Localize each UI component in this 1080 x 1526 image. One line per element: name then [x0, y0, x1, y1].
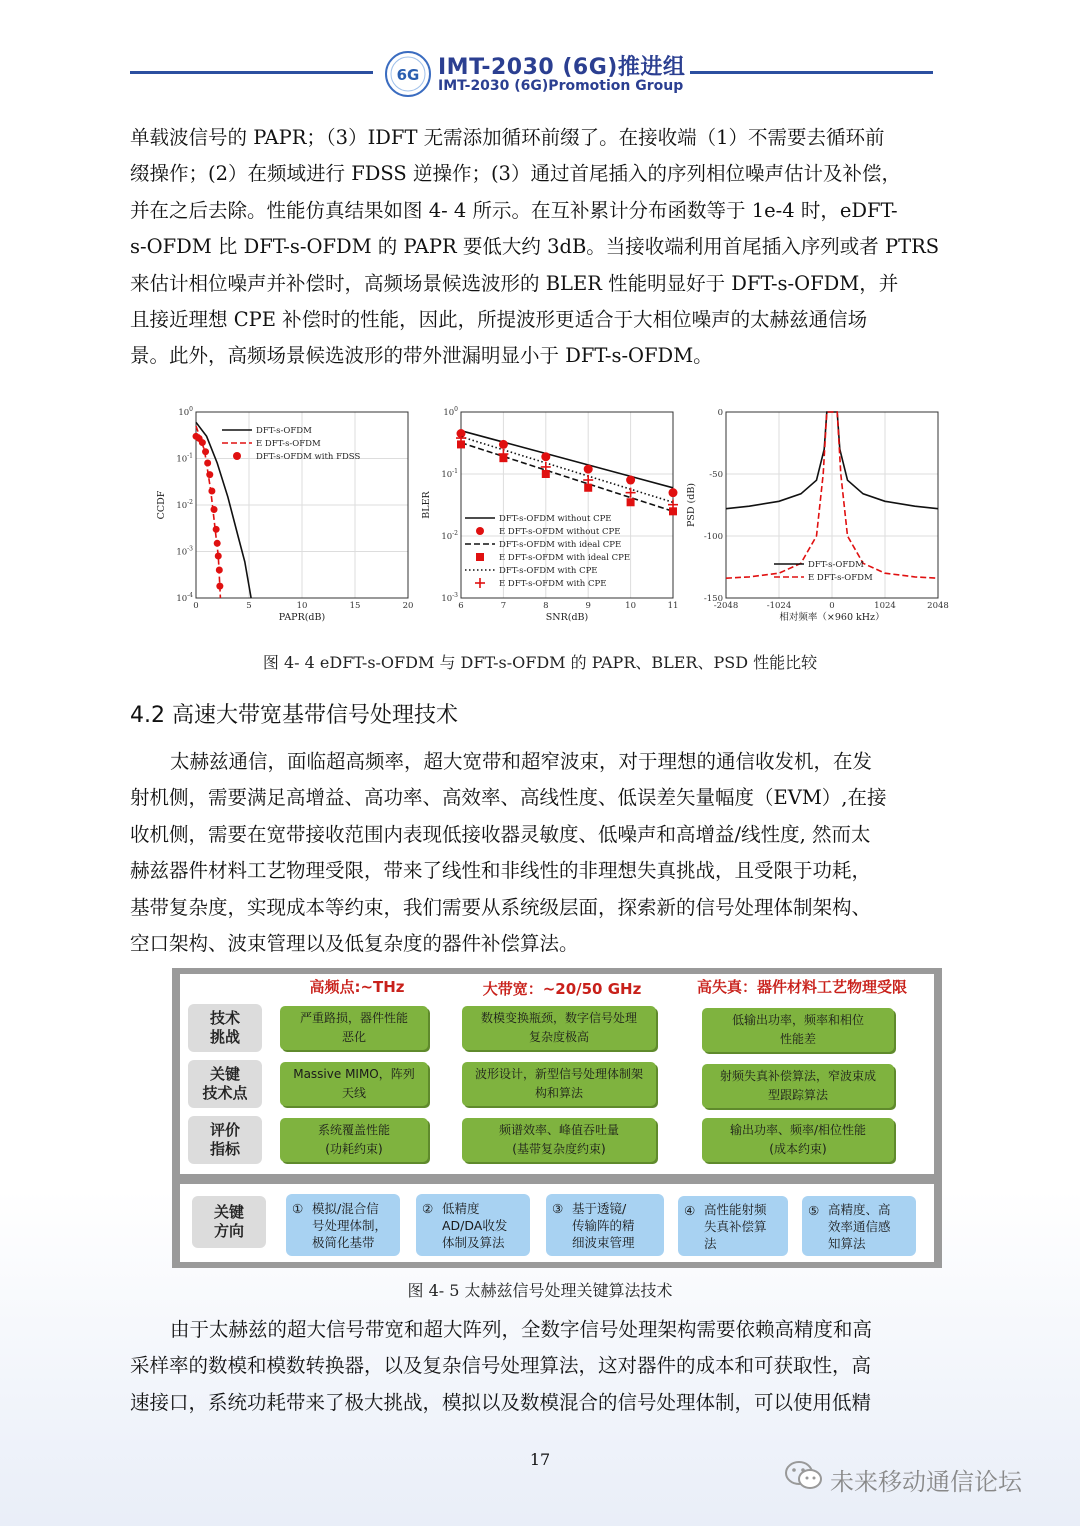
direction-text: 高性能射频 失真补偿算 法: [704, 1201, 767, 1251]
legend-label: E DFT-s-OFDM with CPE: [499, 579, 607, 589]
y-tick-exponent: -3: [452, 592, 458, 599]
column-head-high-frequency: 高频点:~THz: [309, 978, 405, 996]
paragraph-line: 采样率的数模和模数转换器，以及复杂信号处理算法，这对器件的成本和可获取性，高: [130, 1354, 872, 1378]
y-tick-label: $10^{-4}$: [176, 592, 193, 604]
paragraph-line: 由于太赫兹的超大信号带宽和超大阵列，全数字信号处理架构需要依赖高精度和高: [170, 1318, 873, 1341]
y-tick-exponent: -1: [452, 468, 458, 475]
legend-label: E DFT-s-OFDM with ideal CPE: [499, 553, 631, 563]
series-line: [461, 437, 673, 503]
legend-swatch: [476, 553, 484, 561]
data-point: [541, 452, 550, 461]
y-tick-label: -100: [703, 532, 723, 542]
x-axis-label: PAPR(dB): [278, 612, 326, 623]
direction-num: ①: [292, 1201, 304, 1216]
row-label-evaluation: 评价 指标: [188, 1116, 262, 1164]
x-tick-label: 5: [246, 601, 252, 611]
legend-label: E DFT-s-OFDM: [256, 439, 321, 449]
header-rule-right: [690, 71, 933, 74]
paragraph-line: 并在之后去除。性能仿真结果如图 4- 4 所示。在互补累计分布函数等于 1e-4 时，eDFT-: [130, 198, 898, 222]
direction-num: ③: [552, 1201, 564, 1216]
direction-num: ④: [684, 1203, 696, 1218]
legend-label: DFT-s-OFDM: [256, 426, 312, 436]
y-tick-label: $10^{-1}$: [441, 468, 458, 480]
paragraph-line: 速接口，系统功耗带来了极大挑战，模拟以及数模混合的信号处理体制，可以使用低精: [130, 1390, 872, 1414]
figure-4-5: [172, 968, 942, 1268]
paragraph-line: 太赫兹通信，面临超高频率，超大宽带和超窄波束，对于理想的通信收发机，在发: [170, 750, 873, 773]
x-tick-label: 11: [667, 601, 679, 611]
y-tick-exponent: -4: [187, 592, 193, 599]
legend-label: DFT-s-OFDM without CPE: [499, 514, 612, 524]
data-point: [626, 476, 635, 485]
column-head-bandwidth: 大带宽：~20/50 GHz: [482, 980, 642, 998]
x-tick-label: 7: [500, 601, 507, 611]
x-tick-label: 10: [296, 601, 308, 611]
header-rule-left: [130, 71, 373, 74]
data-point: [208, 488, 215, 495]
paragraph-2: [130, 744, 952, 962]
x-tick-label: 20: [402, 601, 414, 611]
row-label-key-tech: 关键 技术点: [188, 1060, 262, 1108]
x-tick-label: 1024: [874, 601, 896, 611]
data-point: [211, 506, 218, 513]
legend-label: E DFT-s-OFDM: [808, 573, 873, 583]
y-tick-label: $10^0$: [443, 406, 458, 418]
direction-text: 模拟/混合信 号处理体制， 极简化基带: [312, 1200, 388, 1250]
data-point: [214, 540, 221, 547]
figure-4-4-caption: 图 4- 4 eDFT-s-OFDM 与 DFT-s-OFDM 的 PAPR、BLER、PSD 性能比较: [262, 653, 818, 672]
x-tick-label: -2048: [713, 601, 739, 611]
y-tick-exponent: 0: [189, 406, 193, 413]
paragraph-line: 来估计相位噪声并补偿时，高频场景候选波形的 BLER 性能明显好于 DFT-s-OFDM，并: [130, 271, 899, 295]
direction-4: [678, 1196, 788, 1256]
x-tick-label: 0: [829, 601, 835, 611]
cell-eval-distortion: 输出功率、频率/相位性能 (成本约束): [702, 1118, 894, 1162]
paragraph-line: 单载波信号的 PAPR；（3）IDFT 无需添加循环前缀了。在接收端（1）不需要去循环前: [130, 126, 885, 149]
direction-text: 低精度 AD/DA收发 体制及算法: [442, 1200, 508, 1250]
data-point: [215, 553, 222, 560]
chart-psd: [680, 400, 949, 630]
y-tick-label: -150: [703, 594, 723, 604]
paragraph-line: 基带复杂度，实现成本等约束，我们需要从系统级层面，探索新的信号处理体制架构、: [130, 895, 872, 919]
paragraph-1: [130, 120, 952, 375]
y-axis-label: BLER: [421, 491, 432, 519]
header-subtitle: IMT-2030 (6G)Promotion Group: [438, 78, 684, 94]
header-title: IMT-2030 (6G)推进组: [438, 55, 686, 80]
direction-text: 高精度、高 效率通信感 知算法: [828, 1201, 891, 1251]
paragraph-line: 且接近理想 CPE 补偿时的性能，因此，所提波形更适合于大相位噪声的太赫兹通信场: [130, 308, 868, 332]
data-point: [206, 471, 213, 478]
y-axis-label: PSD (dB): [686, 482, 697, 528]
row-label-direction: 关键 方向: [192, 1196, 266, 1248]
y-tick-label: $10^{-3}$: [176, 545, 193, 558]
x-tick-label: 10: [625, 601, 637, 611]
y-axis-label: CCDF: [156, 490, 167, 520]
section-heading: 4.2 高速大带宽基带信号处理技术: [130, 703, 458, 728]
watermark-text: 未来移动通信论坛: [830, 1468, 1022, 1496]
cell-challenge-frequency: 严重路损，器件性能 恶化: [280, 1006, 428, 1050]
logo-text: 6G: [396, 66, 420, 84]
data-point: [499, 440, 508, 449]
imt-2030-logo-icon: [384, 50, 432, 98]
data-point: [199, 439, 206, 446]
y-tick-label: $10^{-2}$: [176, 499, 193, 511]
data-point: [627, 498, 635, 506]
y-tick-exponent: -3: [187, 545, 193, 553]
x-tick-label: 15: [349, 601, 361, 611]
legend-label: E DFT-s-OFDM without CPE: [499, 527, 621, 537]
cell-keytech-distortion: 射频失真补偿算法，窄波束成 型跟踪算法: [702, 1064, 894, 1108]
direction-text: 基于透镜/ 传输阵的精 细波束管理: [572, 1200, 635, 1250]
y-tick-label: -50: [709, 470, 723, 480]
cell-eval-frequency: 系统覆盖性能 (功耗约束): [280, 1118, 428, 1162]
x-tick-label: -1024: [766, 601, 792, 611]
direction-5: [802, 1196, 916, 1256]
column-head-distortion: 高失真：器件材料工艺物理受限: [696, 978, 907, 996]
y-tick-label: $10^{-2}$: [441, 530, 458, 542]
wechat-icon: [784, 1458, 824, 1494]
x-tick-label: 9: [585, 601, 591, 611]
x-tick-label: 0: [193, 601, 199, 611]
direction-3: [546, 1194, 664, 1256]
data-point: [216, 567, 223, 574]
y-tick-exponent: -1: [187, 452, 193, 460]
paragraph-line: 射机侧，需要满足高增益、高功率、高效率、高线性度、低误差矢量幅度（EVM）,在接: [130, 786, 887, 810]
paragraph-line: 缀操作；(2）在频域进行 FDSS 逆操作；(3）通过首尾插入的序列相位噪声估计及补偿，: [130, 162, 901, 186]
legend-label: DFT-s-OFDM: [808, 560, 864, 570]
y-tick-label: $10^{-1}$: [176, 452, 193, 465]
page-number: 17: [529, 1450, 551, 1469]
direction-1: [286, 1194, 400, 1256]
row-label-challenge: 技术 挑战: [188, 1004, 262, 1052]
cell-challenge-distortion: 低输出功率，频率和相位 性能差: [702, 1008, 894, 1052]
y-tick-exponent: -2: [187, 499, 193, 506]
y-tick-exponent: -2: [452, 530, 458, 537]
x-tick-label: 2048: [927, 601, 949, 611]
legend-swatch: [476, 527, 484, 535]
paragraph-line: 收机侧，需要在宽带接收范围内表现低接收器灵敏度、低噪声和高增益/线性度, 然而太: [130, 822, 871, 846]
data-point: [216, 583, 223, 590]
x-axis-label: SNR(dB): [545, 612, 589, 623]
legend-label: DFT-s-OFDM with ideal CPE: [499, 540, 622, 550]
chart-ccdf: [150, 400, 415, 630]
paragraph-3: [130, 1312, 952, 1421]
cell-eval-bandwidth: 频谱效率、峰值吞吐量 (基带复杂度约束): [462, 1118, 656, 1162]
y-tick-exponent: 0: [454, 406, 458, 413]
data-point: [204, 460, 211, 467]
direction-2: [416, 1194, 530, 1256]
paragraph-line: s-OFDM 比 DFT-s-OFDM 的 PAPR 要低大约 3dB。当接收端利用首尾插入序列或者 PTRS: [130, 235, 940, 259]
figure-4-5-caption: 图 4- 5 太赫兹信号处理关键算法技术: [407, 1281, 673, 1300]
data-point: [202, 448, 209, 455]
legend-label: DFT-s-OFDM with FDSS: [256, 452, 361, 462]
y-tick-label: $10^0$: [178, 406, 193, 418]
cell-keytech-bandwidth: 波形设计，新型信号处理体制架 构和算法: [462, 1062, 656, 1106]
y-tick-label: $10^{-3}$: [441, 592, 458, 604]
cell-challenge-bandwidth: 数模变换瓶颈，数字信号处理 复杂度极高: [462, 1006, 656, 1050]
y-tick-label: 0: [717, 408, 723, 418]
cell-keytech-frequency: Massive MIMO，阵列 天线: [280, 1062, 428, 1106]
data-point: [584, 465, 593, 474]
data-point: [669, 488, 678, 497]
x-axis-label: 相对频率（×960 kHz）: [779, 612, 885, 623]
paragraph-line: 赫兹器件材料工艺物理受限，带来了线性和非线性的非理想失真挑战，且受限于功耗，: [130, 859, 872, 883]
direction-num: ⑤: [808, 1203, 820, 1218]
direction-num: ②: [422, 1201, 434, 1216]
x-tick-label: 8: [543, 601, 549, 611]
chart-bler: [415, 400, 680, 630]
series-line: [461, 431, 673, 488]
series-line: [461, 443, 673, 512]
legend-swatch: [233, 452, 241, 460]
legend-label: DFT-s-OFDM with CPE: [499, 566, 598, 576]
paragraph-line: 景。此外，高频场景候选波形的带外泄漏明显小于 DFT-s-OFDM。: [130, 344, 713, 368]
paragraph-line: 空口架构、波束管理以及低复杂度的器件补偿算法。: [130, 932, 579, 956]
x-tick-label: 6: [458, 601, 464, 611]
data-point: [213, 526, 220, 533]
